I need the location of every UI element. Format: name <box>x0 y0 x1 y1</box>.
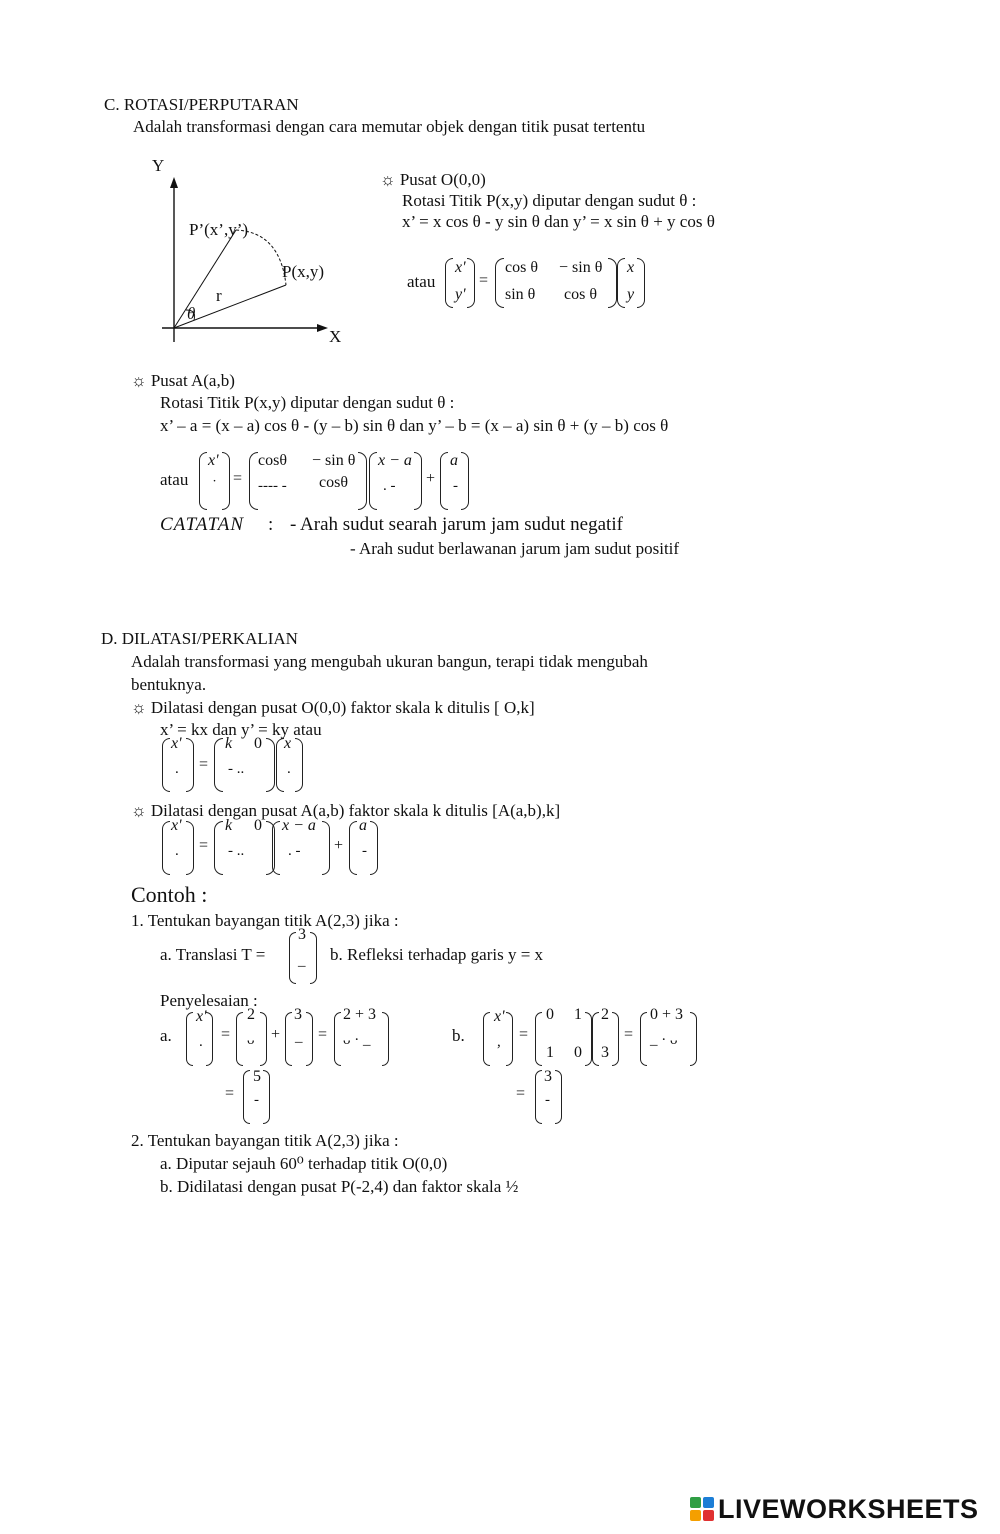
sa-vec-right-paren <box>206 1012 213 1066</box>
origin-rotation-line2: x’ = x cos θ - y sin θ dan y’ = x sin θ + y cos θ <box>402 212 715 231</box>
d1-matrix-cut: - .. <box>228 761 245 777</box>
brand-tile-4 <box>703 1510 714 1521</box>
sa-plus: + <box>271 1026 281 1043</box>
sb-result-cut: - <box>545 1092 550 1108</box>
sa-result-top: 5 <box>253 1068 261 1085</box>
c-vec-left-paren <box>199 452 207 510</box>
sb-eq: = <box>519 1026 529 1043</box>
c-matrix-left-paren <box>249 452 258 510</box>
matrix-right-paren <box>608 258 617 308</box>
sol-a-label: a. <box>160 1026 172 1045</box>
matrix-m12: − sin θ <box>559 259 603 276</box>
sb-sum-left-paren <box>640 1012 647 1066</box>
sa-v-left-paren <box>236 1012 243 1066</box>
center-rotation-title: ☼ Pusat A(a,b) <box>131 371 235 390</box>
d1-eq: = <box>199 756 209 773</box>
diagram-x-label: X <box>329 327 342 346</box>
diagram-theta-label: θ <box>187 304 196 323</box>
d1-vec-right-paren <box>186 738 194 792</box>
c-matrix-m22: cosθ <box>319 474 348 491</box>
q2-prompt: 2. Tentukan bayangan titik A(2,3) jika : <box>131 1131 399 1150</box>
d2-vec-a: a <box>359 817 367 834</box>
origin-rotation-eq: = <box>479 272 489 289</box>
sol-b-label: b. <box>452 1026 465 1045</box>
rotation-diagram <box>140 150 350 355</box>
center-rotation-plus: + <box>426 470 436 487</box>
vec2-left-paren <box>617 258 625 308</box>
sb-v1: 2 <box>601 1006 609 1023</box>
c-vec-cut2: . - <box>383 478 396 494</box>
t-vec-left-paren <box>289 932 296 984</box>
c-vec-a: a <box>450 452 458 469</box>
origin-rotation-title: ☼ Pusat O(0,0) <box>380 170 486 189</box>
section-c-heading: C. ROTASI/PERPUTARAN <box>104 95 299 114</box>
sb-v2: 3 <box>601 1044 609 1061</box>
c-matrix-m12: − sin θ <box>312 452 356 469</box>
d2-vec-right-paren <box>186 821 194 875</box>
sb-m-right-paren <box>585 1012 592 1066</box>
d1-matrix-right-paren <box>266 738 275 792</box>
d1-vec2-cut: . <box>287 761 291 777</box>
d1-vec2-left-paren <box>276 738 284 792</box>
sa-v-cut: ᴗ <box>247 1032 255 1048</box>
center-rotation-eq: = <box>233 470 243 487</box>
y-axis-arrow <box>170 177 178 188</box>
d2-vec2-right-paren <box>322 821 330 875</box>
solution-label: Penyelesaian : <box>160 991 258 1010</box>
center-rotation-atau: atau <box>160 470 189 489</box>
sb-v-right-paren <box>612 1012 619 1066</box>
sa-v-top: 2 <box>247 1006 255 1023</box>
d2-vec-x-minus-a: x − a <box>282 817 316 834</box>
d2-vec2-cut: . - <box>288 843 301 859</box>
c-vec2-left-paren <box>369 452 377 510</box>
sa-sum-top: 2 + 3 <box>343 1006 377 1023</box>
t-vec-right-paren <box>310 932 317 984</box>
c-matrix-m21-cut: ---- - <box>258 478 287 494</box>
d2-matrix-zero: 0 <box>254 817 262 834</box>
sa-eq2: = <box>318 1026 328 1043</box>
x-axis-arrow <box>317 324 328 332</box>
diagram-y-label: Y <box>152 156 165 175</box>
sa-result-cut: - <box>254 1092 259 1108</box>
note-line1: - Arah sudut searah jarum jam sudut negatif <box>290 514 623 535</box>
sa-res-right-paren <box>263 1070 270 1124</box>
d1-matrix-zero: 0 <box>254 735 262 752</box>
sa-vec-cut: . <box>199 1034 203 1050</box>
c-vec2-right-paren <box>414 452 422 510</box>
brand-tile-3 <box>690 1510 701 1521</box>
t-vec-top: 3 <box>298 926 306 943</box>
c-vec-cut3: - <box>453 478 458 494</box>
sb-m12: 1 <box>574 1006 582 1023</box>
sb-sum-top: 0 + 3 <box>650 1006 684 1023</box>
sb-result-eq: = <box>516 1085 526 1102</box>
vec-y: y <box>627 286 635 303</box>
q1-prompt: 1. Tentukan bayangan titik A(2,3) jika : <box>131 911 399 930</box>
sb-m-left-paren <box>535 1012 542 1066</box>
sb-m11: 0 <box>546 1006 554 1023</box>
vec2-right-paren <box>637 258 645 308</box>
q1-b-label: b. Refleksi terhadap garis y = x <box>330 945 544 964</box>
c-vec3-left-paren <box>440 452 448 510</box>
q2-a: a. Diputar sejauh 60⁰ terhadap titik O(0,0) <box>160 1154 448 1173</box>
sb-sum-right-paren <box>690 1012 697 1066</box>
d2-vec2-left-paren <box>272 821 280 875</box>
d2-vec-left-paren <box>162 821 170 875</box>
origin-rotation-line1: Rotasi Titik P(x,y) diputar dengan sudut θ : <box>402 191 697 210</box>
note-colon: : <box>268 514 274 535</box>
t-vec-cut: _ <box>298 953 306 969</box>
vec-yprime: y' <box>455 286 466 303</box>
dilation-origin-title: ☼ Dilatasi dengan pusat O(0,0) faktor skala k ditulis [ O,k] <box>131 698 535 717</box>
origin-rotation-atau: atau <box>407 272 436 291</box>
c-vec-xprime: x' <box>208 452 219 469</box>
sa-t-left-paren <box>285 1012 292 1066</box>
d1-vec-left-paren <box>162 738 170 792</box>
sa-result-eq: = <box>225 1085 235 1102</box>
c-vec-right-paren <box>222 452 230 510</box>
dilation-origin-formula: x’ = kx dan y’ = ky atau <box>160 720 322 739</box>
sa-t-top: 3 <box>294 1006 302 1023</box>
d2-matrix-cut: - .. <box>228 843 245 859</box>
sa-eq: = <box>221 1026 231 1043</box>
sa-t-right-paren <box>306 1012 313 1066</box>
segment-op-prime <box>174 230 236 328</box>
sa-sum-left-paren <box>334 1012 341 1066</box>
c-vec-x-minus-a: x − a <box>378 452 412 469</box>
d1-vec-x: x <box>284 735 292 752</box>
c-vec-cut: ˙ <box>212 478 217 494</box>
diagram-p-prime-label: P’(x’,y’) <box>189 220 249 239</box>
d1-matrix-left-paren <box>214 738 223 792</box>
sb-v-left-paren <box>592 1012 599 1066</box>
matrix-left-paren <box>495 258 504 308</box>
d2-matrix-k: k <box>225 817 233 834</box>
vec-left-paren <box>445 258 453 308</box>
sa-sum-right-paren <box>382 1012 389 1066</box>
section-d-definition-2: bentuknya. <box>131 675 207 694</box>
center-rotation-line2: x’ – a = (x – a) cos θ - (y – b) sin θ dan y’ – b = (x – a) sin θ + (y – b) cos θ <box>160 416 669 435</box>
diagram-r-label: r <box>216 286 222 305</box>
q2-b: b. Didilatasi dengan pusat P(-2,4) dan faktor skala ½ <box>160 1177 519 1196</box>
c-matrix-right-paren <box>358 452 367 510</box>
note-line2: - Arah sudut berlawanan jarum jam sudut positif <box>350 539 680 558</box>
sb-m21: 1 <box>546 1044 554 1061</box>
dilation-center-title: ☼ Dilatasi dengan pusat A(a,b) faktor skala k ditulis [A(a,b),k] <box>131 801 561 820</box>
sb-m22: 0 <box>574 1044 582 1061</box>
d2-vec-xprime: x' <box>171 817 182 834</box>
sb-vec-cut: , <box>497 1034 501 1050</box>
sa-t-cut: _ <box>295 1029 303 1045</box>
d2-matrix-left-paren <box>214 821 223 875</box>
sb-vec-xprime: x' <box>494 1008 505 1025</box>
sb-vec-right-paren <box>506 1012 513 1066</box>
center-rotation-line1: Rotasi Titik P(x,y) diputar dengan sudut θ : <box>160 393 455 412</box>
d2-eq: = <box>199 837 209 854</box>
matrix-m21: sin θ <box>505 286 536 303</box>
vec-xprime: x' <box>455 259 466 276</box>
brand-tile-1 <box>690 1497 701 1508</box>
matrix-m11: cos θ <box>505 259 538 276</box>
brand-logo-icon <box>690 1497 716 1523</box>
vec-x: x <box>627 259 635 276</box>
section-d-definition-1: Adalah transformasi yang mengubah ukuran bangun, terapi tidak mengubah <box>131 652 648 671</box>
matrix-m22: cos θ <box>564 286 597 303</box>
sa-sum-cut: ᴗ · _ <box>343 1032 371 1048</box>
sb-res-left-paren <box>535 1070 542 1124</box>
section-d-heading: D. DILATASI/PERKALIAN <box>101 629 298 648</box>
d2-vec3-left-paren <box>349 821 357 875</box>
diagram-p-label: P(x,y) <box>282 262 325 281</box>
d2-vec-cut: . <box>175 843 179 859</box>
examples-heading: Contoh : <box>131 882 208 907</box>
brand-name: LIVEWORKSHEETS <box>718 1494 979 1524</box>
c-vec3-right-paren <box>461 452 469 510</box>
sb-eq2: = <box>624 1026 634 1043</box>
d2-plus: + <box>334 837 344 854</box>
d2-vec3-cut: - <box>362 843 367 859</box>
sb-result-top: 3 <box>544 1068 552 1085</box>
sa-vec-xprime: x' <box>196 1008 207 1025</box>
sb-sum-cut: _ · ᴗ <box>650 1032 678 1048</box>
d2-vec3-right-paren <box>370 821 378 875</box>
sb-res-right-paren <box>555 1070 562 1124</box>
section-c-definition: Adalah transformasi dengan cara memutar objek dengan titik pusat tertentu <box>133 117 646 136</box>
sa-res-left-paren <box>243 1070 250 1124</box>
brand-tile-2 <box>703 1497 714 1508</box>
c-matrix-m11: cosθ <box>258 452 287 469</box>
vec-right-paren <box>467 258 475 308</box>
sb-vec-left-paren <box>483 1012 490 1066</box>
sa-v-right-paren <box>260 1012 267 1066</box>
d1-vec2-right-paren <box>295 738 303 792</box>
d1-vec-xprime: x' <box>171 735 182 752</box>
sa-vec-left-paren <box>186 1012 193 1066</box>
note-label: CATATAN <box>160 514 245 535</box>
q1-a-label: a. Translasi T = <box>160 945 266 964</box>
d1-vec-cut: . <box>175 761 179 777</box>
d1-matrix-k: k <box>225 735 233 752</box>
